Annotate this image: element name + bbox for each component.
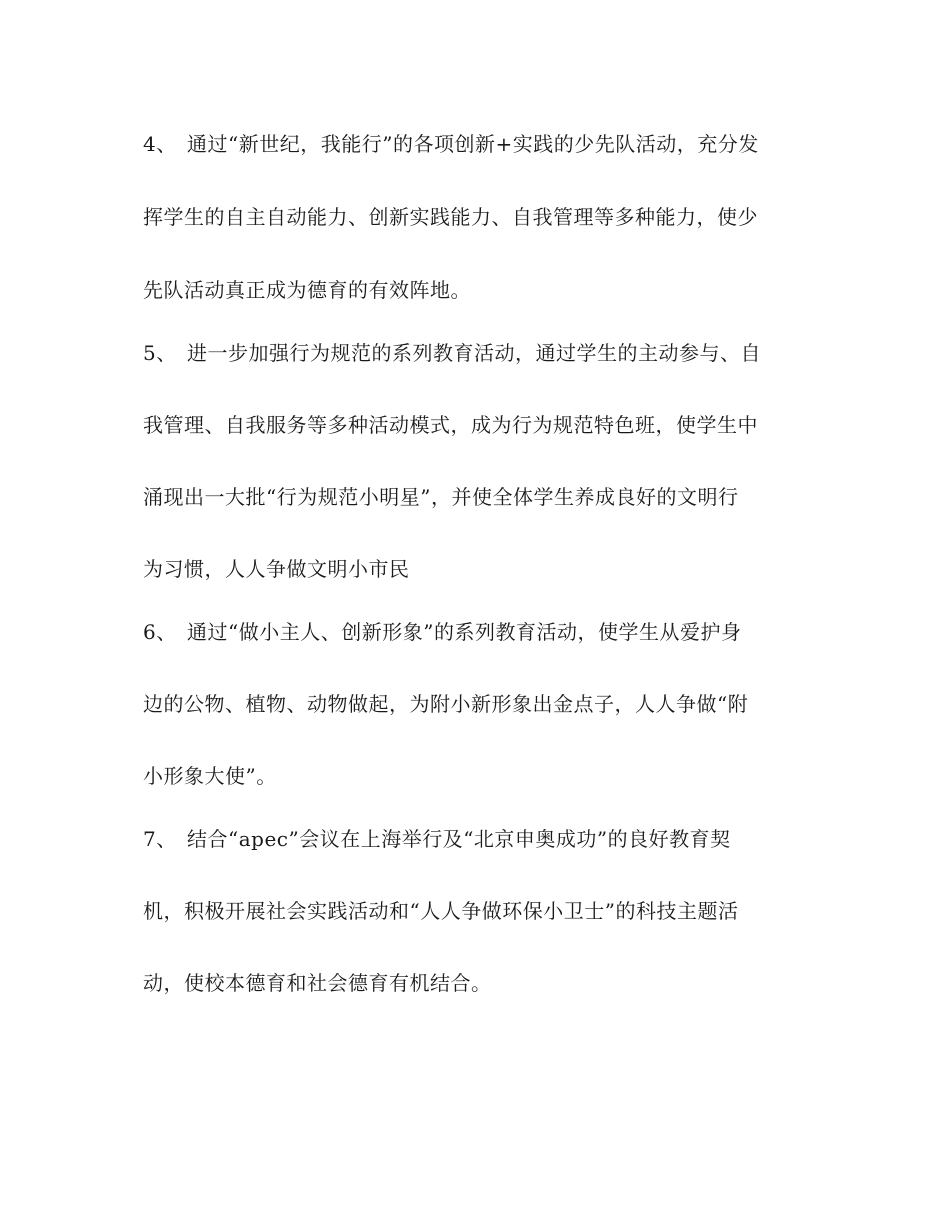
item-6-number: 6、 [143,620,177,644]
item-5-text-1: 进一步加强行为规范的系列教育活动，通过学生的主动参与、自 [187,341,761,365]
item-5-line-4 [143,555,410,583]
item-5-line-1 [143,339,761,367]
item-6-text-2: 边的公物、植物、动物做起，为附小新形象出金点子，人人争做“附 [143,692,749,716]
item-5-text-4: 为习惯，人人争做文明小市民 [143,557,410,581]
item-5-text-3: 涌现出一大批“行为规范小明星”，并使全体学生养成良好的文明行 [143,485,739,509]
item-7-line-1 [143,825,731,853]
item-5-line-2 [143,411,758,439]
item-6-line-1 [143,618,741,646]
item-7-line-2 [143,897,738,925]
item-7-line-3 [143,969,492,997]
item-4-line-2 [143,203,758,231]
item-7-text-1: 结合“apec”会议在上海举行及“北京申奥成功”的良好教育契 [187,827,731,851]
item-4-line-3 [143,276,471,304]
item-5-line-3 [143,483,738,511]
item-7-number: 7、 [143,827,177,851]
item-5-number: 5、 [143,341,177,365]
item-5-text-2: 我管理、自我服务等多种活动模式，成为行为规范特色班，使学生中 [143,413,758,437]
item-7-text-2: 机，积极开展社会实践活动和“人人争做环保小卫士”的科技主题活 [143,899,739,923]
item-7-text-3: 动，使校本德育和社会德育有机结合。 [143,971,492,995]
item-6-line-2 [143,690,748,718]
item-6-text-3: 小形象大使”。 [143,764,277,788]
item-4-number: 4、 [143,132,177,156]
item-4-line-1 [143,130,759,158]
item-4-text-2: 挥学生的自主自动能力、创新实践能力、自我管理等多种能力，使少 [143,205,758,229]
item-6-text-1: 通过“做小主人、创新形象”的系列教育活动，使学生从爱护身 [187,620,742,644]
item-6-line-3 [143,762,277,790]
item-4-text-3: 先队活动真正成为德育的有效阵地。 [143,278,471,302]
item-4-text-1: 通过“新世纪，我能行”的各项创新+实践的少先队活动，充分发 [187,132,759,156]
